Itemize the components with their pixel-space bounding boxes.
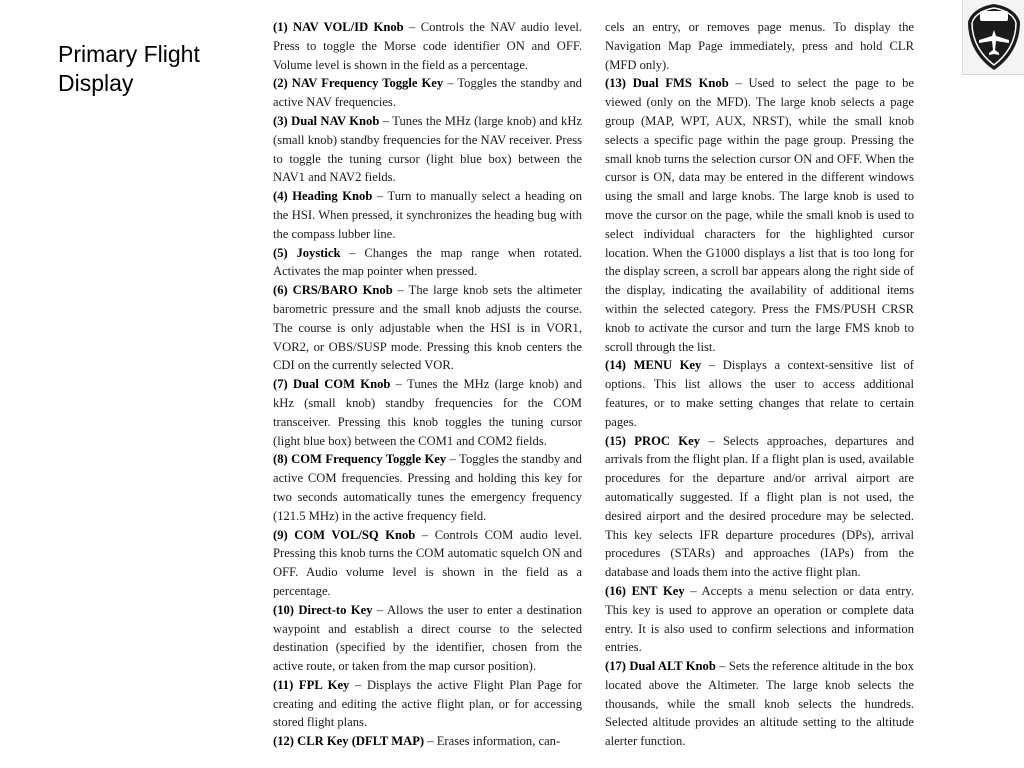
entry-description: – The large knob sets the altimeter barometric pressure and the small knob adjusts the course. The course is only adjustable when the HSI is in VOR1, VOR2, or OBS/SUSP mode. Pressing this knob centers the CDI on the currently selected VOR. <box>273 283 582 373</box>
entry-left-column-0 <box>273 18 582 74</box>
entry-description: – Displays a context-sensitive list of options. This list allows the user to access additional features, or to make setting changes that relate to certain pages. <box>605 358 915 429</box>
entry-right-column-2 <box>605 356 914 431</box>
entry-heading: (8) COM Frequency Toggle Key <box>273 452 447 467</box>
entry-description: – Toggles the standby and active COM frequencies. Pressing and holding this key for two seconds automatically tunes the emergency frequency (121.5 MHz) in the active frequency field. <box>273 452 582 523</box>
entry-description: – Changes the map range when rotated. Activates the map pointer when pressed. <box>273 245 582 279</box>
entry-description: – Erases information, can- <box>424 734 561 749</box>
entry-heading: (15) PROC Key <box>605 433 700 448</box>
entry-left-column-11 <box>273 732 582 751</box>
entry-left-column-4 <box>273 244 582 282</box>
entry-description: – Allows the user to enter a destination waypoint and establish a direct course to the selected destination (specified by the identifier, chosen from the active route, or taken from the map cursor position). <box>273 602 582 674</box>
entry-heading: (12) CLR Key (DFLT MAP) <box>273 734 425 749</box>
entry-left-column-7 <box>273 450 582 525</box>
left-text-column <box>273 18 582 751</box>
entry-description: – Selects approaches, departures and arrivals from the flight plan. If a flight plan is used, available procedures for the departure and/or arrival airport are automatically suggested. If a flight plan is not used, the desired airport and the desired procedure may be selected. This key selects IFR departure procedures (DPs), arrival procedures (STARs) and approaches (IAPs) from the database and loads them into the active flight plan. <box>605 433 915 580</box>
entry-description: – Used to select the page to be viewed (only on the MFD). The large knob selects a page group (MAP, WPT, AUX, NRST), while the small knob selects a specific page within the page group. Pressing the small knob turns the selection cursor ON and OFF. When the cursor is ON, data may be entered in the different windows using the small and large knobs. The large knob is used to move the cursor on the page, while the small knob is used to select individual characters for the highlighted cursor location. When the G1000 displays a list that is too long for the display screen, a scroll bar appears along the right side of the display, indicating the availability of additional items within the selected category. Press the FMS/PUSH CRSR knob to activate the cursor and turn the large FMS knob to scroll through the list. <box>605 76 914 354</box>
entry-heading: (14) MENU Key <box>605 358 702 373</box>
entry-left-column-1 <box>273 74 582 112</box>
entry-right-column-1 <box>605 74 914 356</box>
entry-heading: (7) Dual COM Knob <box>273 377 391 392</box>
entry-heading: (13) Dual FMS Knob <box>605 76 729 91</box>
entry-heading: (11) FPL Key <box>273 677 350 692</box>
entry-right-column-5 <box>605 657 914 751</box>
shield-emblem-icon <box>963 0 1024 74</box>
entry-description: – Accepts a menu selection or data entry. This key is used to approve an operation or complete data entry. It is also used to confirm selections and information entries. <box>605 583 914 655</box>
entry-heading: (17) Dual ALT Knob <box>605 659 716 674</box>
entry-heading: (9) COM VOL/SQ Knob <box>273 527 416 542</box>
entry-right-column-4 <box>605 582 914 657</box>
entry-description: cels an entry, or removes page menus. To display the Navigation Map Page immediately, press and hold CLR (MFD only). <box>605 20 914 72</box>
entry-description: – Turn to manually select a heading on the HSI. When pressed, it synchronizes the heading bug with the compass lubber line. <box>273 189 582 241</box>
entry-description: – Sets the reference altitude in the box located above the Altimeter. The large knob selects the thousands, while the small knob selects the hundreds. Selected altitude provides an altitude setting to the altitude alerter function. <box>605 659 914 749</box>
entry-heading: (6) CRS/BARO Knob <box>273 283 393 298</box>
entry-description: – Tunes the MHz (large knob) and kHz (small knob) standby frequencies for the COM transceiver. Pressing this knob toggles the tuning cursor (light blue box) between the COM1 and COM2 fields. <box>273 377 582 448</box>
entry-heading: (4) Heading Knob <box>273 189 373 204</box>
entry-left-column-3 <box>273 187 582 243</box>
entry-heading: (5) Joystick <box>273 245 341 260</box>
entry-description: – Controls COM audio level. Pressing this knob turns the COM automatic squelch ON and OFF. Audio volume level is shown in the field as a percentage. <box>273 527 583 598</box>
entry-left-column-8 <box>273 526 582 601</box>
entry-heading: (2) NAV Frequency Toggle Key <box>273 76 444 91</box>
entry-heading: (16) ENT Key <box>605 583 685 598</box>
entry-description: – Controls the NAV audio level. Press to toggle the Morse code identifier ON and OFF. Volume level is shown in the field as a percentage. <box>273 20 583 72</box>
entry-heading: (1) NAV VOL/ID Knob <box>273 20 404 34</box>
entry-left-column-9 <box>273 601 582 676</box>
flyklubb-logo <box>962 0 1024 75</box>
entry-left-column-6 <box>273 375 582 450</box>
entry-left-column-10 <box>273 676 582 732</box>
entry-right-column-0 <box>605 18 914 74</box>
right-text-column <box>605 18 914 751</box>
entry-right-column-3 <box>605 432 914 582</box>
slide-title: Primary Flight Display <box>58 41 200 96</box>
entry-heading: (3) Dual NAV Knob <box>273 113 380 128</box>
entry-heading: (10) Direct-to Key <box>273 602 373 617</box>
entry-description: – Displays the active Flight Plan Page for creating and editing the active flight plan, or for accessing stored flight plans. <box>273 677 582 730</box>
entry-description: – Toggles the standby and active NAV frequencies. <box>273 76 582 110</box>
entry-description: – Tunes the MHz (large knob) and kHz (small knob) standby frequencies for the NAV receiver. Press to toggle the tuning cursor (light blue box) between the NAV1 and NAV2 fields. <box>273 113 583 185</box>
entry-left-column-2 <box>273 112 582 187</box>
entry-left-column-5 <box>273 281 582 375</box>
